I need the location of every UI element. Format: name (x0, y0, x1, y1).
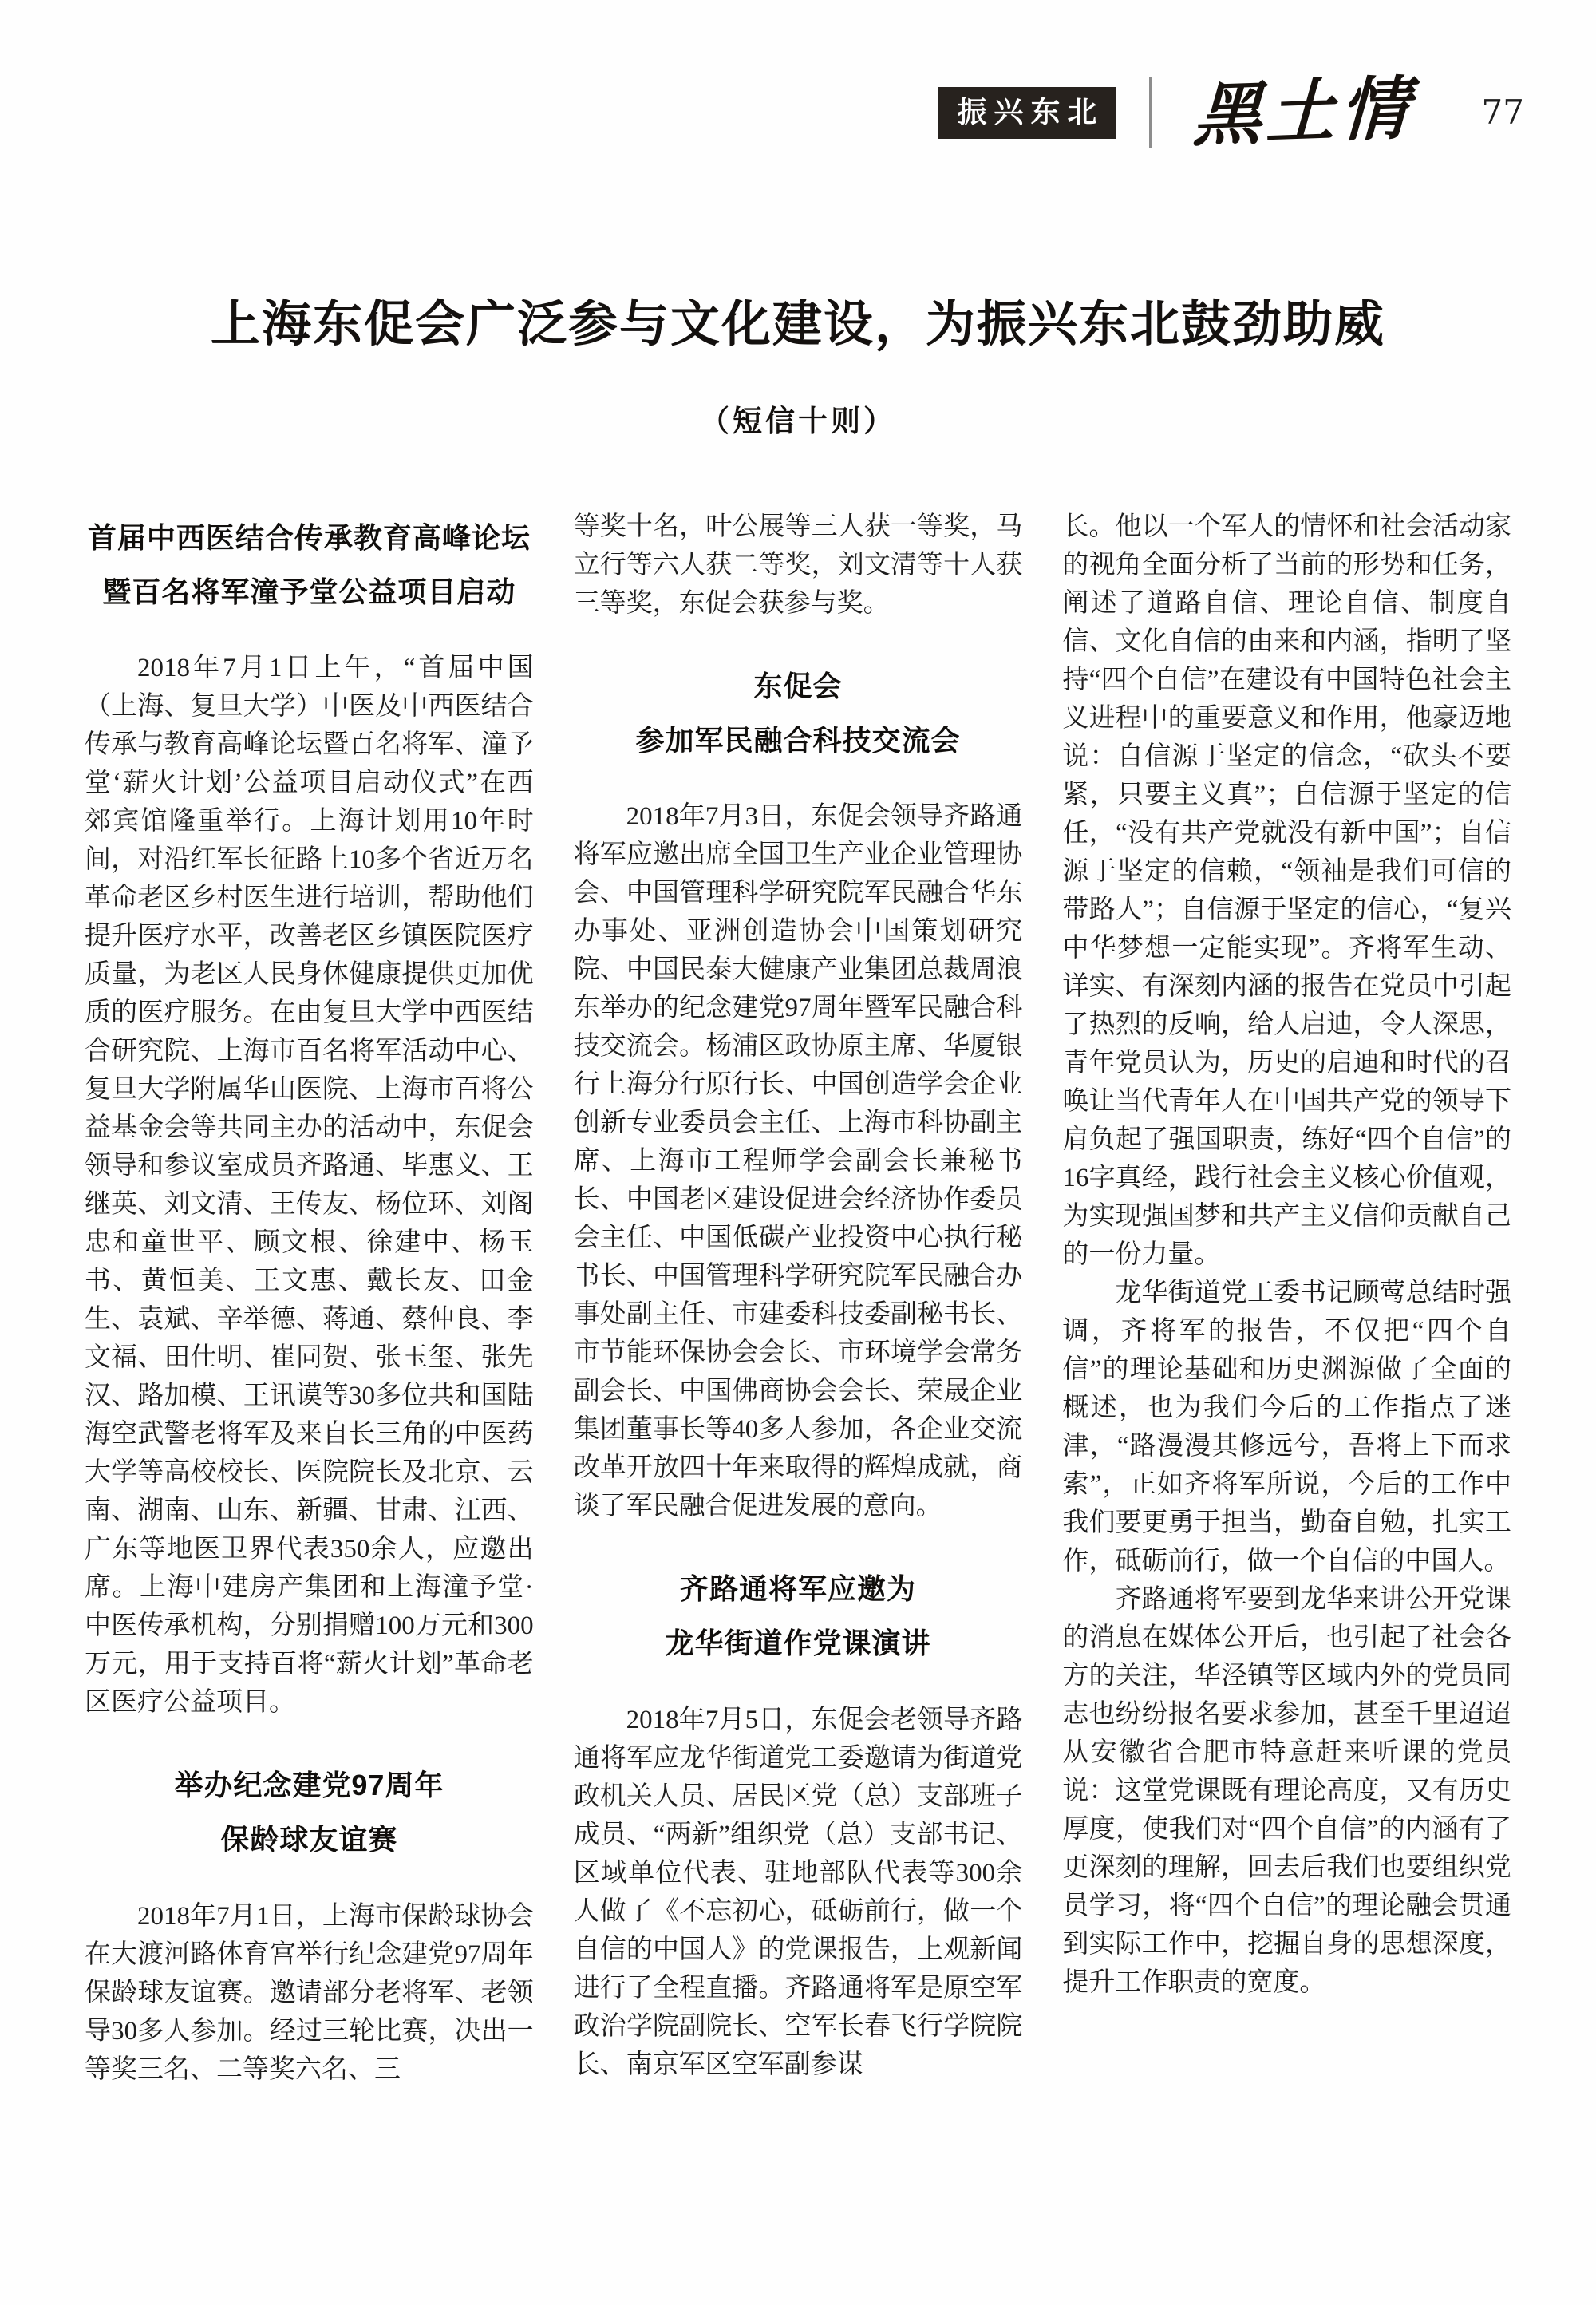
body-paragraph: 齐路通将军要到龙华来讲公开党课的消息在媒体公开后，也引起了社会各方的关注，华泾镇等区域内外的党员同志也纷纷报名要求参加，甚至千里迢迢从安徽省合肥市特意赶来听课的党员说：这堂党课既有理论高度，又有历史厚度，使我们对“四个自信”的内涵有了更深刻的理解，回去后我们也要组织党员学习，将“四个自信”的理论融会贯通到实际工作中，挖掘自身的思想深度，提升工作职责的宽度。 (1062, 1585, 1512, 1997)
section-badge: 振兴东北 (938, 87, 1116, 139)
article-column-2 (574, 508, 1023, 2160)
section-heading: 东促会 参加军民融合科技交流会 (635, 670, 961, 757)
article-column-1 (85, 508, 534, 2160)
body-paragraph: 等奖十名，叶公展等三人获一等奖，马立行等六人获二等奖，刘文清等十人获三等奖，东促会获参与奖。 (573, 512, 1023, 618)
body-paragraph: 2018年7月5日，东促会老领导齐路通将军应龙华街道党工委邀请为街道党政机关人员、居民区党（总）支部班子成员、“两新”组织党（总）支部书记、区域单位代表、驻地部队代表等300余人做了《不忘初心，砥砺前行，做一个自信的中国人》的党课报告，上观新闻进行了全程直播。齐路通将军是原空军政治学院副院长、空军长春飞行学院院长、南京军区空军副参谋 (573, 1705, 1023, 2079)
section-heading: 举办纪念建党97周年 保龄球友谊赛 (174, 1769, 444, 1856)
article-column-3 (1062, 508, 1511, 2160)
body-paragraph: 龙华街道党工委书记顾莺总结时强调，齐将军的报告，不仅把“四个自信”的理论基础和历史渊源做了全面的概述，也为我们今后的工作指点了迷津，“路漫漫其修远兮，吾将上下而求索”，正如齐将军所说，今后的工作中我们要更勇于担当，勤奋自勉，扎实工作，砥砺前行，做一个自信的中国人。 (1062, 1279, 1512, 1576)
header-divider (1149, 77, 1152, 148)
section-heading: 首届中西医结合传承教育高峰论坛 暨百名将军潼予堂公益项目启动 (87, 521, 531, 608)
body-paragraph: 2018年7月3日，东促会领导齐路通将军应邀出席全国卫生产业企业管理协会、中国管理科学研究院军民融合华东办事处、亚洲创造协会中国策划研究院、中国民泰大健康产业集团总裁周浪东举办的纪念建党97周年暨军民融合科技交流会。杨浦区政协原主席、华厦银行上海分行原行长、中国创造学会企业创新专业委员会主任、上海市科协副主席、上海市工程师学会副会长兼秘书长、中国老区建设促进会经济协作委员会主任、中国低碳产业投资中心执行秘书长、中国管理科学研究院军民融合办事处副主任、市建委科技委副秘书长、市节能环保协会会长、市环境学会常务副会长、中国佛商协会会长、荣晟企业集团董事长等40多人参加，各企业交流改革开放四十年来取得的辉煌成就，商谈了军民融合促进发展的意向。 (573, 802, 1023, 1521)
body-paragraph: 长。他以一个军人的情怀和社会活动家的视角全面分析了当前的形势和任务，阐述了道路自信、理论自信、制度自信、文化自信的由来和内涵，指明了坚持“四个自信”在建设有中国特色社会主义进程中的重要意义和作用，他豪迈地说：自信源于坚定的信念，“砍头不要紧，只要主义真”；自信源于坚定的信任，“没有共产党就没有新中国”；自信源于坚定的信赖，“领袖是我们可信的带路人”；自信源于坚定的信心，“复兴中华梦想一定能实现”。齐将军生动、详实、有深刻内涵的报告在党员中引起了热烈的反响，给人启迪，令人深思，青年党员认为，历史的启迪和时代的召唤让当代青年人在中国共产党的领导下肩负起了强国职责，练好“四个自信”的16字真经，践行社会主义核心价值观，为实现强国梦和共产主义信仰贡献自己的一份力量。 (1062, 512, 1512, 1269)
magazine-logo: 黑土情 (1191, 68, 1415, 156)
article-subtitle: （短信十则） (700, 405, 896, 437)
page-header (938, 68, 1524, 156)
body-paragraph: 2018年7月1日上午，“首届中国（上海、复旦大学）中医及中西医结合传承与教育高峰论坛暨百名将军、潼予堂‘薪火计划’公益项目启动仪式”在西郊宾馆隆重举行。上海计划用10年时间，对沿红军长征路上10多个省近万名革命老区乡村医生进行培训，帮助他们提升医疗水平，改善老区乡镇医院医疗质量，为老区人民身体健康提供更加优质的医疗服务。在由复旦大学中西医结合研究院、上海市百名将军活动中心、复旦大学附属华山医院、上海市百将公益基金会等共同主办的活动中，东促会领导和参议室成员齐路通、毕惠义、王继英、刘文清、王传友、杨位环、刘阁忠和童世平、顾文根、徐建中、杨玉书、黄恒美、王文惠、戴长友、田金生、袁斌、辛举德、蒋通、蔡仲良、李文福、田仕明、崔同贺、张玉玺、张先汉、路加模、王讯谟等30多位共和国陆海空武警老将军及来自长三角的中医药大学等高校校长、医院院长及北京、云南、湖南、山东、新疆、甘肃、江西、广东等地医卫界代表350余人，应邀出席。上海中建房产集团和上海潼予堂·中医传承机构，分别捐赠100万元和300万元，用于支持百将“薪火计划”革命老区医疗公益项目。 (85, 654, 534, 1718)
section-heading: 齐路通将军应邀为 龙华街道作党课演讲 (665, 1572, 931, 1660)
body-paragraph: 2018年7月1日，上海市保龄球协会在大渡河路体育宫举行纪念建党97周年保龄球友谊赛。邀请部分老将军、老领导30多人参加。经过三轮比赛，决出一等奖三名、二等奖六名、三 (85, 1901, 534, 2084)
page-number: 77 (1481, 93, 1524, 132)
article-columns (85, 508, 1511, 2160)
article-main-title: 上海东促会广泛参与文化建设，为振兴东北鼓劲助威 (210, 297, 1385, 352)
